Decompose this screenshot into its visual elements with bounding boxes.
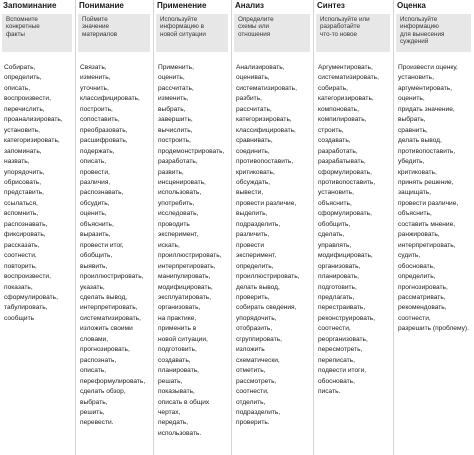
verb-item: собирать сведения, [236,304,297,312]
column-remembering [0,0,76,455]
verb-item: исследовать, [158,210,199,218]
verb-item: провести [236,241,265,249]
column-evaluation [394,0,474,455]
verb-item: воспроизвести, [4,95,51,103]
column-description: Используйте информацию для вынесения суждений [396,14,471,52]
verb-item: проверить. [236,419,270,427]
verb-item: противопоставить, [318,178,376,186]
verb-item: провести, [80,168,110,176]
verb-item: сделать обзор, [80,388,126,396]
verb-item: обобщить, [80,252,113,260]
verb-item: употребить, [158,199,195,207]
verb-item: компоновать, [318,105,359,113]
verb-item: разработать, [318,147,358,155]
verb-item: соотнести, [4,252,37,260]
verb-item: сделать вывод, [80,293,128,301]
verb-item: подержать, [80,147,115,155]
verb-item: отметить, [236,367,266,375]
verb-item: применить в [158,325,197,333]
verb-item: сравнивать, [236,137,273,145]
verb-item: рассказать, [4,241,40,249]
verb-item: придать значение, [398,105,455,113]
verb-item: модифицировать, [158,283,213,291]
verb-item: подразделить, [236,220,281,228]
verb-item: перечислить, [4,105,45,113]
verb-item: запоминать, [4,147,42,155]
verb-item: провести итог, [80,241,124,249]
verb-item: соотнести, [318,325,351,333]
column-title: Применение [157,1,207,10]
verb-item: изложить своими [80,325,133,333]
verb-item: фиксировать, [4,231,46,239]
verb-item: вспомнить, [4,210,39,218]
verb-item: объяснить, [80,220,114,228]
verb-item: установить, [4,126,40,134]
verb-item: схематически, [236,356,280,364]
verb-item: объяснить, [398,210,432,218]
verb-item: обобщить, [318,220,351,228]
verb-item: Анализировать, [236,64,285,71]
verb-item: выбрать, [398,116,426,124]
verb-item: чертах, [158,408,181,416]
verb-item: расшифровать, [80,137,128,145]
verb-item: Применить, [158,64,194,71]
verb-item: использовать. [158,429,202,437]
verb-item: объяснить, [318,199,352,207]
verb-item: соотнести, [236,388,269,396]
column-title: Запоминание [3,1,57,10]
verb-item: модифицировать, [318,252,373,260]
column-understanding [76,0,154,455]
verb-item: указать, [80,283,105,291]
verb-item: организовать, [158,304,201,312]
verb-item: собирать, [318,84,348,92]
verb-item: сделать, [318,231,345,239]
verb-item: перестраивать, [318,304,366,312]
verb-item: сопоставить, [80,116,120,124]
verb-item: составить мнение, [398,220,456,228]
column-synthesis [314,0,394,455]
verb-item: планировать, [158,367,199,375]
verb-item: сформулировать, [4,293,58,301]
verb-item: табулировать, [4,304,48,312]
verb-item: компилировать, [318,116,367,124]
verb-list [80,63,151,429]
verb-item: различия, [80,178,111,186]
verb-item: разрешить (проблему). [398,325,469,333]
verb-item: определить, [398,273,436,281]
verb-item: противопоставить, [398,147,456,155]
verb-item: сравнить, [398,126,428,134]
verb-item: реорганизовать, [318,335,368,343]
verb-list [318,63,391,398]
verb-item: классифицировать, [236,126,296,134]
verb-item: оценить, [398,95,425,103]
verb-item: критиковать, [236,168,275,176]
verb-item: Произвести оценку, [398,64,458,71]
verb-item: описать, [80,367,107,375]
verb-item: на практике, [158,314,197,322]
column-title: Анализ [235,1,265,10]
verb-item: выбрать, [80,398,108,406]
verb-item: классифицировать, [80,95,140,103]
verb-list [398,63,472,335]
verb-item: прогнозировать, [398,283,448,291]
verb-item: упорядочить, [4,168,45,176]
verb-item: проиллюстрировать, [80,273,144,281]
verb-item: описать, [80,158,107,166]
verb-item: решить, [80,408,105,416]
column-title: Синтез [317,1,345,10]
verb-item: оценить, [80,210,107,218]
verb-item: перевести. [80,419,114,427]
verb-item: оценить, [158,74,185,82]
verb-item: интерпретировать, [80,304,138,312]
verb-item: проанализировать, [4,116,63,124]
verb-item: разработать, [158,158,198,166]
verb-item: Собирать, [4,64,36,71]
verb-item: изменить, [158,95,189,103]
verb-item: рассмотреть, [236,377,277,385]
verb-item: прогнозировать, [80,346,130,354]
verb-item: соединить, [236,147,270,155]
column-title: Оценка [397,1,426,10]
verb-item: распознавать, [80,189,124,197]
verb-item: строить, [318,126,344,134]
verb-item: использовать, [158,189,202,197]
verb-item: вычислить, [158,126,193,134]
verb-item: проверить, [236,293,270,301]
verb-item: выразить, [80,231,111,239]
verb-item: ссылаться, [4,199,38,207]
verb-item: проводить [158,220,190,228]
verb-item: назвать, [4,158,30,166]
verb-item: подвести итоги, [318,367,367,375]
verb-item: рассчитать, [158,84,194,92]
verb-item: решать, [158,377,183,385]
verb-item: разбить, [236,95,262,103]
verb-item: передать, [158,419,189,427]
verb-item: выбрать, [158,105,186,113]
verb-item: развить, [158,168,184,176]
verb-item: систематизировать, [236,84,297,92]
verb-item: распознать, [80,356,117,364]
verb-item: установить, [318,189,354,197]
verb-item: сформулировать, [318,210,372,218]
verb-item: организовать, [318,262,361,270]
column-description: Вспомните конкретные факты [2,14,72,52]
verb-item: обсудить, [80,199,110,207]
verb-item: планировать, [318,273,359,281]
verb-item: критиковать, [398,168,437,176]
verb-item: изложить [236,346,265,354]
verb-item: определить, [4,74,42,82]
verb-item: изменить, [80,74,111,82]
verb-item: уточнить, [80,84,109,92]
verb-item: упорядочить, [236,314,277,322]
verb-item: писать. [318,388,341,396]
verb-item: оценивать, [236,74,270,82]
verb-item: построить, [158,137,191,145]
verb-item: новой ситуации, [158,335,208,343]
verb-item: продемонстрировать, [158,147,225,155]
column-description: Используйте информацию в новой ситуации [156,14,228,52]
verb-item: рассматривать, [398,293,446,301]
verb-item: различить, [236,231,270,239]
verb-item: искать, [158,241,180,249]
verb-item: создавать, [318,137,351,145]
verb-item: эксперимент, [236,252,277,260]
column-application [154,0,232,455]
verb-item: подготовить, [318,283,357,291]
verb-item: предлагать, [318,293,355,301]
verb-item: выделить, [236,210,268,218]
verb-item: делать вывод, [398,137,442,145]
column-description: Определите схемы или отношения [234,14,310,52]
verb-item: обосновать, [398,262,435,270]
verb-item: судить, [398,252,421,260]
verb-item: провести различие, [398,199,459,207]
verb-item: эксперимент, [158,231,199,239]
verb-item: делать вывод, [236,283,280,291]
verb-item: провести различие, [236,199,297,207]
verb-item: соотнести, [398,314,431,322]
verb-item: ранжировать, [398,231,440,239]
verb-item: показать, [4,283,33,291]
verb-item: вывести, [236,189,264,197]
verb-item: пересмотреть, [318,346,363,354]
verb-item: сформулировать, [318,168,372,176]
verb-item: систематизировать, [318,74,379,82]
verb-item: проиллюстрировать, [236,273,300,281]
verb-item: категоризировать, [4,137,60,145]
verb-item: управлять, [318,241,352,249]
verb-item: переформулировать, [80,377,146,385]
verb-list [236,63,311,429]
verb-item: интерпретировать, [158,262,216,270]
verb-item: отделить, [236,398,266,406]
column-description: Используйте или разработайте что-то новое [316,14,390,52]
column-analysis [232,0,314,455]
verb-item: описать, [4,84,31,92]
verb-item: реконструировать, [318,314,376,322]
verb-item: подразделить, [236,408,281,416]
verb-item: обосновать, [318,377,355,385]
verb-item: словами, [80,335,109,343]
verb-item: представить, [4,189,44,197]
verb-item: интерпретировать, [398,241,456,249]
verb-item: показывать, [158,388,195,396]
verb-item: проиллюстрировать, [158,252,222,260]
verb-item: переписать, [318,356,355,364]
verb-item: рассчитать, [236,105,272,113]
verb-item: систематизировать, [80,314,141,322]
verb-item: повторить, [4,262,37,270]
verb-item: категоризировать, [318,95,374,103]
verb-item: категоризировать, [236,116,292,124]
verb-list [4,63,73,324]
verb-item: аргументировать, [398,84,453,92]
verb-item: противопоставить, [236,158,294,166]
verb-item: Аргументировать, [318,64,373,71]
verb-item: установить, [398,74,434,82]
verb-item: преобразовать, [80,126,128,134]
verb-item: определить, [236,262,274,270]
verb-item: построить, [80,105,113,113]
verb-item: создавать, [158,356,191,364]
verb-item: подготовить, [158,346,197,354]
verb-item: обрисовать, [4,178,42,186]
column-description: Поймите значение материалов [78,14,150,52]
verb-item: принять решение, [398,178,454,186]
verb-item: завершить, [158,116,193,124]
verb-item: инсценировать, [158,178,206,186]
verb-item: убедить, [398,158,425,166]
verb-item: описать в общих [158,398,210,406]
verb-item: рекомендовать, [398,304,447,312]
column-title: Понимание [79,1,124,10]
verb-item: сгруппировать, [236,335,282,343]
verb-item: Связать, [80,64,107,71]
verb-item: разрабатывать, [318,158,366,166]
verb-item: защищать, [398,189,432,197]
verb-item: выявить, [80,262,108,270]
verb-item: сообщить [4,314,35,322]
verb-item: манипулировать, [158,273,211,281]
verb-item: обсуждать, [236,178,271,186]
verb-item: воспроизвести, [4,273,51,281]
verb-item: отобразить, [236,325,273,333]
verb-item: распознавать, [4,220,48,228]
verb-item: эксплуатировать, [158,293,212,301]
verb-list [158,63,229,439]
